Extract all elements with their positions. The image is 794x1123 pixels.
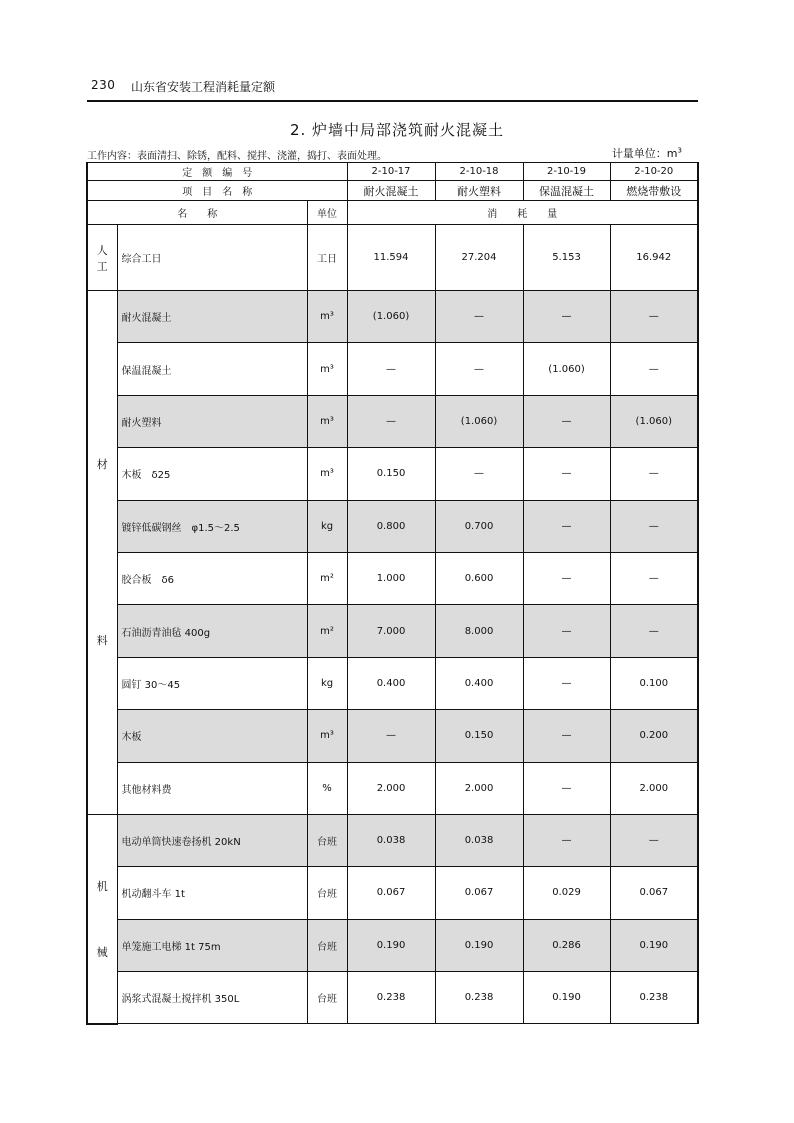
table-row [87,448,698,500]
value-cell: 27.204 [435,225,523,291]
value-cell: 0.200 [610,710,698,762]
code-cell: 2-10-19 [523,163,610,181]
measurement-unit [612,145,682,161]
value-cell: 0.238 [610,972,698,1024]
item-unit: 台班 [307,867,347,919]
item-unit: kg [307,657,347,709]
value-cell: 0.400 [347,657,435,709]
table-row [87,762,698,814]
value-cell: 0.029 [523,867,610,919]
value-cell: — [610,814,698,866]
value-cell: — [523,448,610,500]
value-cell: — [610,448,698,500]
value-cell: 0.150 [435,710,523,762]
value-cell: (1.060) [610,395,698,447]
value-cell: 5.153 [523,225,610,291]
page-number: 230 [91,78,116,92]
code-cell: 2-10-17 [347,163,435,181]
value-cell: — [610,605,698,657]
value-cell: 11.594 [347,225,435,291]
item-name: 保温混凝土 [117,343,307,395]
item-unit: 台班 [307,972,347,1024]
table-row [87,814,698,866]
item-unit: m³ [307,710,347,762]
section-title: 2. 炉墙中局部浇筑耐火混凝土 [289,121,505,139]
table-row [87,500,698,552]
item-unit: m² [307,552,347,604]
measurement-unit-label: 计量单位：m [611,147,678,160]
work-content: 工作内容：表面清扫、除锈，配料、搅拌、浇灌，捣打、表面处理。 [87,151,387,162]
value-cell: 0.190 [610,919,698,971]
value-cell: 0.190 [523,972,610,1024]
value-cell: — [435,291,523,343]
value-cell: — [523,762,610,814]
item-name: 耐火混凝土 [117,291,307,343]
table-row [87,343,698,395]
value-cell: — [523,814,610,866]
value-cell: — [347,710,435,762]
table-row [87,552,698,604]
item-label: 项 目 名 称 [87,181,347,201]
value-cell: — [523,605,610,657]
value-cell: 0.286 [523,919,610,971]
table-row [87,395,698,447]
page-header [87,74,698,102]
item-unit: kg [307,500,347,552]
value-cell: 0.800 [347,500,435,552]
value-cell: 2.000 [347,762,435,814]
code-row [87,163,698,181]
category-char: 材 [96,458,108,472]
value-cell: 0.100 [610,657,698,709]
consumption-column-header: 消 耗 量 [347,201,698,225]
item-cell: 耐火混凝土 [347,181,435,201]
value-cell: 0.150 [347,448,435,500]
item-cell: 耐火塑料 [435,181,523,201]
item-cell: 燃烧带敷设 [610,181,698,201]
table-row [87,919,698,971]
value-cell: — [435,448,523,500]
value-cell: 0.600 [435,552,523,604]
value-cell: — [347,395,435,447]
value-cell: — [347,343,435,395]
value-cell: 0.400 [435,657,523,709]
item-unit: m³ [307,343,347,395]
item-unit: 工日 [307,225,347,291]
item-name: 机动翻斗车 1t [117,867,307,919]
value-cell: 0.067 [610,867,698,919]
table-row [87,657,698,709]
value-cell: 0.700 [435,500,523,552]
value-cell: 0.038 [435,814,523,866]
value-cell: 0.067 [347,867,435,919]
value-cell: (1.060) [347,291,435,343]
value-cell: 0.038 [347,814,435,866]
item-unit: m³ [307,291,347,343]
table-row [87,605,698,657]
item-name: 电动单筒快速卷扬机 20kN [117,814,307,866]
item-name: 圆钉 30～45 [117,657,307,709]
book-title: 山东省安装工程消耗量定额 [131,80,276,94]
category-char: 人 [96,243,108,257]
table-row [87,710,698,762]
value-cell: 1.000 [347,552,435,604]
item-name: 单笼施工电梯 1t 75m [117,919,307,971]
value-cell: — [523,291,610,343]
value-cell: — [523,710,610,762]
table-row [87,972,698,1024]
item-name: 胶合板 δ6 [117,552,307,604]
value-cell: — [523,395,610,447]
category-char: 械 [96,945,108,959]
item-name: 木板 [117,710,307,762]
value-cell: 2.000 [435,762,523,814]
item-unit: m³ [307,395,347,447]
value-cell: — [610,291,698,343]
category-char: 料 [96,634,108,648]
value-cell: 0.190 [347,919,435,971]
item-unit: % [307,762,347,814]
value-cell: 16.942 [610,225,698,291]
category-machine [87,814,117,1024]
measurement-unit-sup: 3 [677,146,682,155]
value-cell: — [523,657,610,709]
value-cell: (1.060) [435,395,523,447]
value-cell: 2.000 [610,762,698,814]
value-cell: — [610,343,698,395]
value-cell: — [523,552,610,604]
name-column-header: 名 称 [87,201,307,225]
value-cell: 0.067 [435,867,523,919]
column-header-row [87,201,698,225]
value-cell: — [610,500,698,552]
code-cell: 2-10-18 [435,163,523,181]
item-name: 镀锌低碳钢丝 φ1.5～2.5 [117,500,307,552]
code-label: 定 额 编 号 [87,163,347,181]
value-cell: — [435,343,523,395]
category-char: 工 [96,259,108,273]
unit-column-header: 单位 [307,201,347,225]
item-name: 综合工日 [117,225,307,291]
category-material [87,291,117,815]
value-cell: — [610,552,698,604]
item-name: 木板 δ25 [117,448,307,500]
value-cell: 0.190 [435,919,523,971]
item-name: 涡浆式混凝土搅拌机 350L [117,972,307,1024]
quota-table [86,162,699,1025]
item-name: 其他材料费 [117,762,307,814]
code-cell: 2-10-20 [610,163,698,181]
value-cell: — [523,500,610,552]
value-cell: 7.000 [347,605,435,657]
item-unit: m³ [307,448,347,500]
item-unit: 台班 [307,919,347,971]
item-unit: 台班 [307,814,347,866]
table-row [87,867,698,919]
category-labor [87,225,117,291]
item-name: 耐火塑料 [117,395,307,447]
item-cell: 保温混凝土 [523,181,610,201]
table-row [87,291,698,343]
value-cell: 0.238 [347,972,435,1024]
table-row [87,225,698,291]
value-cell: 8.000 [435,605,523,657]
item-row [87,181,698,201]
item-unit: m² [307,605,347,657]
item-name: 石油沥青油毡 400g [117,605,307,657]
value-cell: (1.060) [523,343,610,395]
value-cell: 0.238 [435,972,523,1024]
category-char: 机 [96,879,108,893]
